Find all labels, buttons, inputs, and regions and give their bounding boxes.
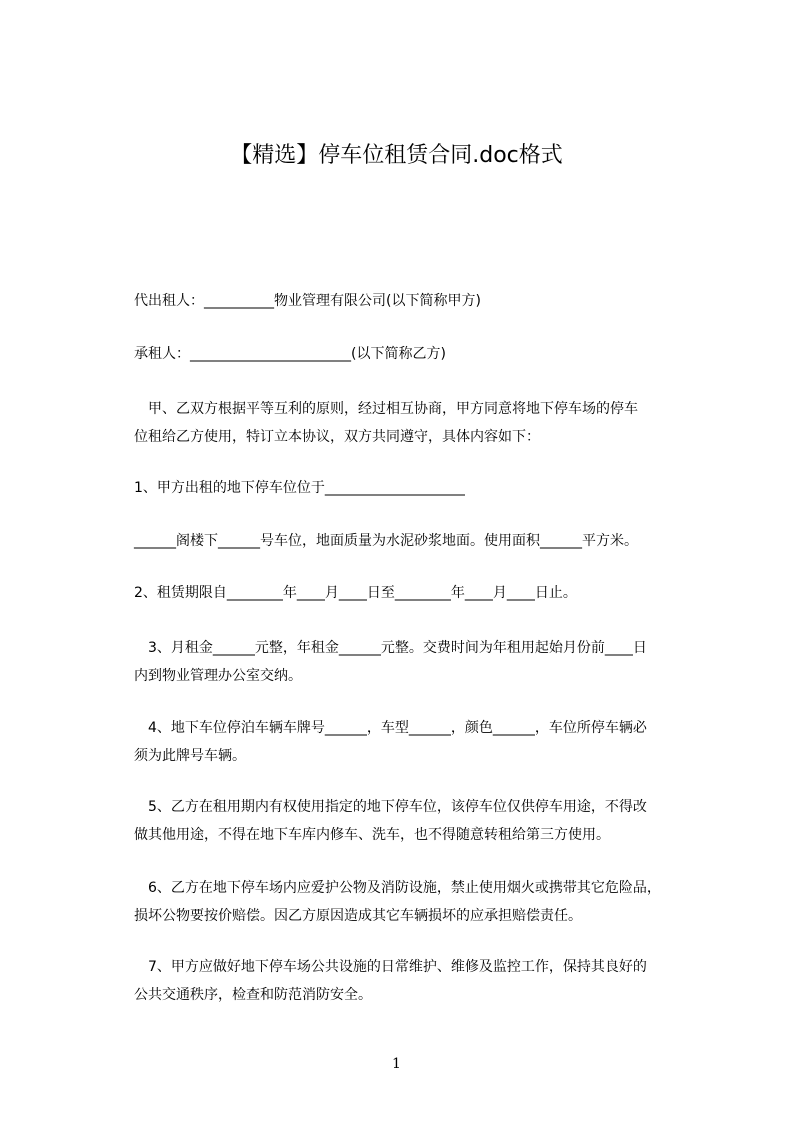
clause-5-paragraph: [134, 793, 714, 849]
paragraph-line: 4、地下车位停泊车辆车牌号______，车型______，颜色______，车位所停车辆必: [134, 720, 647, 736]
paragraph-line: ______阁楼下______号车位，地面质量为水泥砂浆地面。使用面积______平方米。: [134, 533, 638, 549]
clause-1-continuation: [134, 527, 714, 555]
paragraph-line: 1、甲方出租的地下停车位位于____________________: [134, 480, 465, 496]
page-number: 1: [392, 1056, 401, 1072]
paragraph-line: 3、月租金______元整，年租金______元整。交费时间为年租用起始月份前____日: [134, 640, 647, 656]
clause-3-paragraph: [134, 634, 714, 690]
document-title: 【精选】停车位租赁合同.doc格式: [230, 143, 563, 168]
paragraph-line: 承租人：_______________________(以下简称乙方): [134, 346, 446, 362]
paragraph-line: 5、乙方在租用期内有权使用指定的地下停车位，该停车位仅供停车用途，不得改: [134, 799, 647, 815]
paragraph-line: 2、租赁期限自________年____月____日至________年____月____日止。: [134, 585, 577, 601]
lessor-paragraph: [134, 287, 714, 315]
paragraph-line: 甲、乙双方根据平等互利的原则，经过相互协商，甲方同意将地下停车场的停车: [134, 401, 638, 417]
clause-6-paragraph: [134, 874, 714, 930]
paragraph-line: 位租给乙方使用，特订立本协议，双方共同遵守，具体内容如下：: [134, 429, 540, 445]
paragraph-line: 内到物业管理办公室交纳。: [134, 668, 302, 684]
clause-1-paragraph: [134, 474, 714, 502]
paragraph-line: 损坏公物要按价赔偿。因乙方原因造成其它车辆损坏的应承担赔偿责任。: [134, 908, 582, 924]
paragraph-line: 代出租人：__________物业管理有限公司(以下简称甲方): [134, 293, 481, 309]
preamble-paragraph: [134, 395, 714, 451]
paragraph-line: 公共交通秩序，检查和防范消防安全。: [134, 987, 372, 1003]
clause-2-paragraph: [134, 579, 714, 607]
paragraph-line: 6、乙方在地下停车场内应爱护公物及消防设施，禁止使用烟火或携带其它危险品，: [134, 880, 661, 896]
lessee-paragraph: [134, 340, 714, 368]
paragraph-line: 7、甲方应做好地下停车场公共设施的日常维护、维修及监控工作，保持其良好的: [134, 959, 647, 975]
clause-7-paragraph: [134, 953, 714, 1009]
paragraph-line: 做其他用途，不得在地下车库内修车、洗车，也不得随意转租给第三方使用。: [134, 827, 610, 843]
paragraph-line: 须为此牌号车辆。: [134, 748, 246, 764]
clause-4-paragraph: [134, 714, 714, 770]
